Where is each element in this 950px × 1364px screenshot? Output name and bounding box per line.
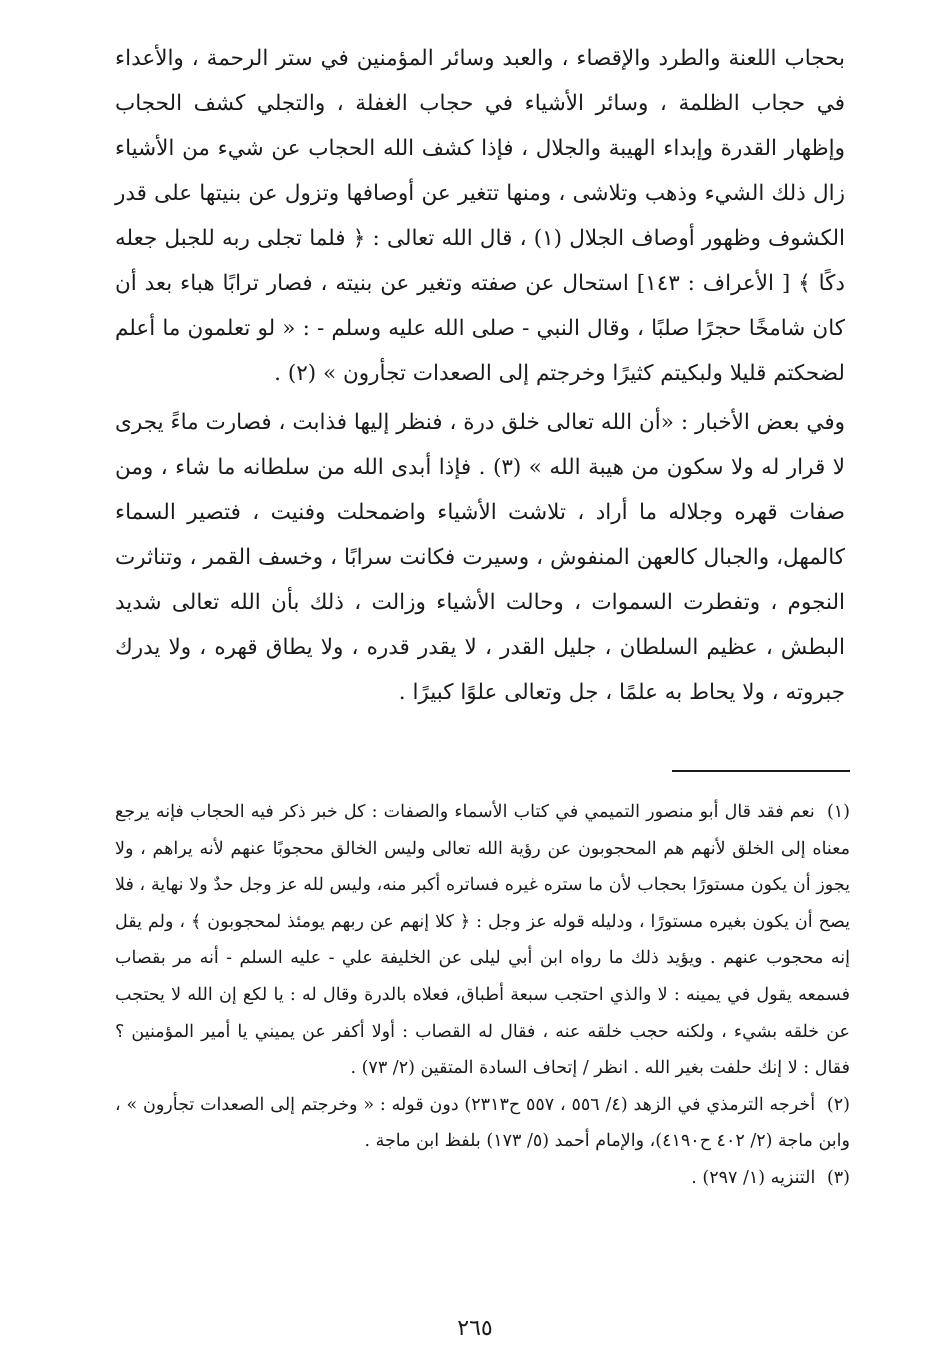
footnote-text: أخرجه الترمذي في الزهد (٤/ ٥٥٦ ، ٥٥٧ ح٢٣١٣) دون قوله : « وخرجتم إلى الصعدات تجأرون » ، وابن ماجة (٢/ ٤٠٢ ح٤١٩٠)، والإمام أحمد (٥/ ١٧٣) بلفظ ابن ماجة . xyxy=(115,1094,850,1152)
footnote-text: نعم فقد قال أبو منصور التميمي في كتاب الأسماء والصفات : كل خبر ذكر فيه الحجاب فإنه يرجع معناه إلى الخلق لأنهم هم المحجوبون عن رؤية الله تعالى وليس الخالق محجوبًا عنهم لأنه يراهم ، ولا يجوز أن يكون مستورًا بحجاب لأن ما ستره غيره فساتره أكبر منه، وليس لله عز وجل حدٌ ولا نهاية ، فلا يصح أن يكون بغيره مستورًا ، ودليله قوله عز وجل : ﴿ كلا إنهم عن ربهم يومئذ لمحجوبون ﴾ ، ولم يقل إنه محجوب عنهم . ويؤيد ذلك ما رواه ابن أبي ليلى عن الخليفة علي - عليه السلم - أنه مر بقصاب فسمعه يقول في يمينه : لا والذي احتجب سبعة أطباق، فعلاه بالدرة وقال له : يا لكع إن الله لا يحتجب عن خلقه بشيء ، ولكنه حجب خلقه عنه ، فقال له القصاب : أولا أكفر عن يميني يا أمير المؤمنين ؟ فقال : لا إنك حلفت بغير الله . انظر / إتحاف السادة المتقين (٢/ ٧٣) . xyxy=(115,802,850,1079)
main-text xyxy=(115,36,845,715)
footnote-2 xyxy=(115,1087,850,1160)
footnote-number: (٣) xyxy=(826,1167,850,1188)
paragraph-1: بحجاب اللعنة والطرد والإقصاء ، والعبد وسائر المؤمنين في ستر الرحمة ، والأعداء في حجاب الظلمة ، وسائر الأشياء في حجاب الغفلة ، والتجلي كشف الحجاب وإظهار القدرة وإبداء الهيبة والجلال ، فإذا كشف الله الحجاب عن شيء من الأشياء زال ذلك الشيء وذهب وتلاشى ، ومنها تتغير عن أوصافها وتزول عن بنيتها على قدر الكشوف وظهور أوصاف الجلال (١) ، قال الله تعالى : ﴿ فلما تجلى ربه للجبل جعله دكًا ﴾ [ الأعراف : ١٤٣] استحال عن صفته وتغير عن بنيته ، فصار ترابًا هباء بعد أن كان شامخًا حجرًا صلبًا ، وقال النبي - صلى الله عليه وسلم - : « لو تعلمون ما أعلم لضحكتم قليلا ولبكيتم كثيرًا وخرجتم إلى الصعدات تجأرون » (٢) . xyxy=(115,46,845,386)
footnote-3 xyxy=(115,1160,850,1197)
footnote-number: (١) xyxy=(826,802,850,822)
footnotes xyxy=(115,794,850,1197)
footnote-number: (٢) xyxy=(826,1094,850,1115)
footnote-1 xyxy=(115,794,850,1087)
paragraph-2: وفي بعض الأخبار : «أن الله تعالى خلق درة ، فنظر إليها فذابت ، فصارت ماءً يجرى لا قرار له ولا سكون من هيبة الله » (٣) . فإذا أبدى الله من سلطانه ما شاء ، ومن صفات قهره وجلاله ما أراد ، تلاشت الأشياء واضمحلت وفنيت ، فتصير السماء كالمهل، والجبال كالعهن المنفوش ، وسيرت فكانت سرابًا ، وخسف القمر ، وتناثرت النجوم ، وتفطرت السموات ، وحالت الأشياء وزالت ، ذلك بأن الله تعالى شديد البطش ، عظيم السلطان ، جليل القدر ، لا يقدر قدره ، ولا يطاق قهره ، ولا يدرك جبروته ، ولا يحاط به علمًا ، جل وتعالى علوًا كبيرًا . xyxy=(115,410,845,705)
page-number: ٢٦٥ xyxy=(457,1316,493,1341)
footnote-separator xyxy=(672,770,850,772)
footnote-text: التنزيه (١/ ٢٩٧) . xyxy=(691,1167,816,1188)
